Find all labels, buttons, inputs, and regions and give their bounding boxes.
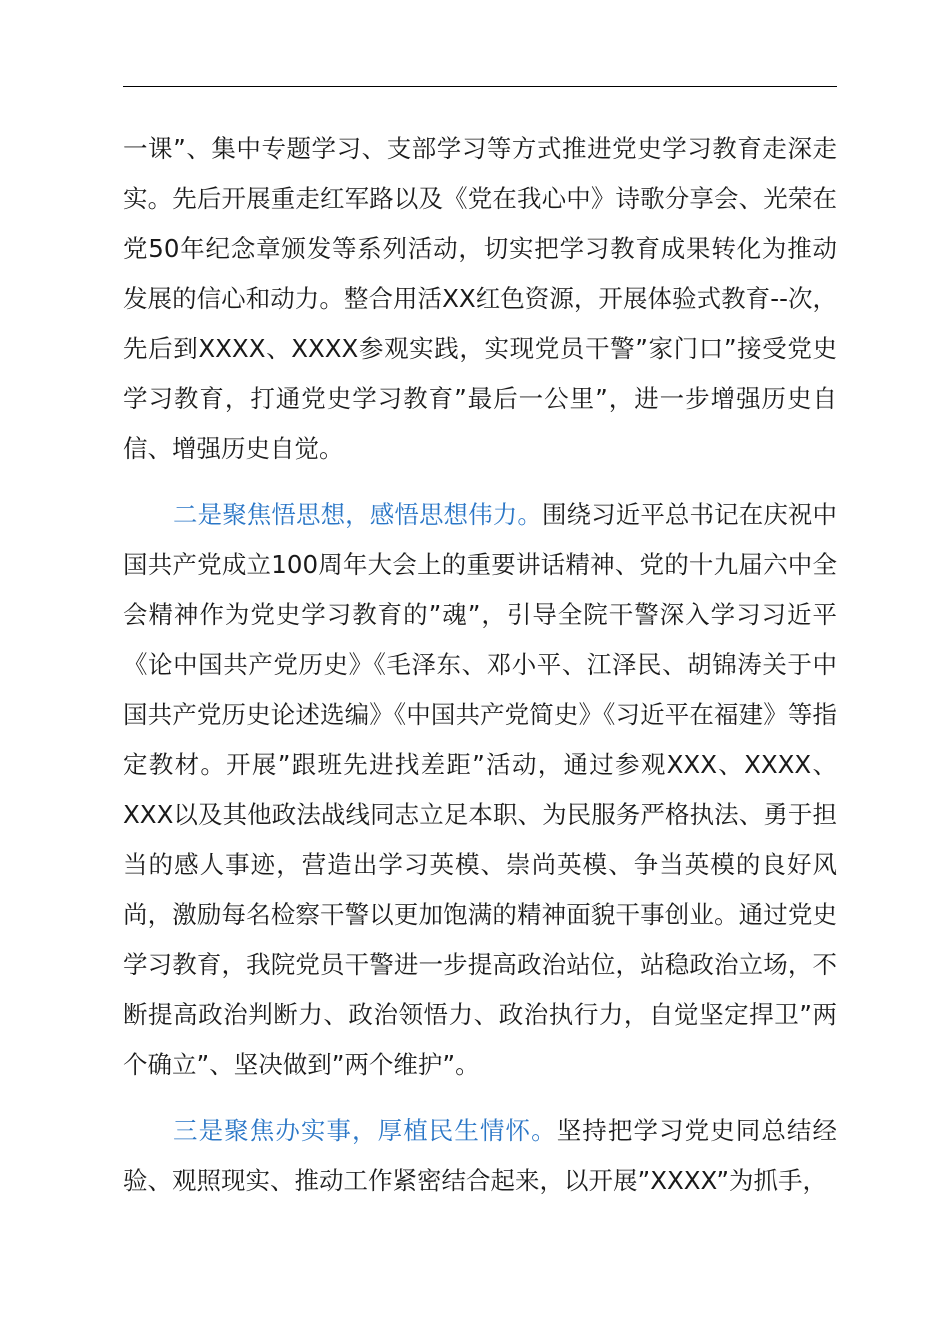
paragraph-2-heading: 二是聚焦悟思想，感悟思想伟力。: [173, 500, 542, 529]
paragraph-continuation: [123, 124, 837, 474]
paragraph-practical-deeds: [123, 1106, 837, 1206]
paragraph-understand-thought: [123, 490, 837, 1090]
document-body: [123, 124, 837, 1206]
paragraph-2-text: 围绕习近平总书记在庆祝中国共产党成立100周年大会上的重要讲话精神、党的十九届六中全会精神作为党史学习教育的”魂”，引导全院干警深入学习习近平《论中国共产党历史》《毛泽东、邓小平、江泽民、胡锦涛关于中国共产党历史论述选编》《中国共产党简史》《习近平在福建》等指定教材。开展”跟班先进找差距”活动，通过参观XXX、XXXX、XXX以及其他政法战线同志立足本职、为民服务严格执法、勇于担当的感人事迹，营造出学习英模、崇尚英模、争当英模的良好风尚，激励每名检察干警以更加饱满的精神面貌干事创业。通过党史学习教育，我院党员干警进一步提高政治站位，站稳政治立场，不断提高政治判断力、政治领悟力、政治执行力，自觉坚定捍卫”两个确立”、坚决做到”两个维护”。: [123, 500, 838, 1079]
paragraph-3-heading: 三是聚焦办实事，厚植民生情怀。: [173, 1116, 557, 1145]
paragraph-1-text: 一课”、集中专题学习、支部学习等方式推进党史学习教育走深走实。先后开展重走红军路以及《党在我心中》诗歌分享会、光荣在党50年纪念章颁发等系列活动，切实把学习教育成果转化为推动发展的信心和动力。整合用活XX红色资源，开展体验式教育--次，先后到XXXX、XXXX参观实践，实现党员干警”家门口”接受党史学习教育，打通党史学习教育”最后一公里”，进一步增强历史自信、增强历史自觉。: [123, 134, 837, 463]
paragraph-3-text: 坚持把学习党史同总结经验、观照现实、推动工作紧密结合起来，以开展”XXXX”为抓手，: [123, 1116, 838, 1195]
header-rule: [123, 86, 837, 87]
